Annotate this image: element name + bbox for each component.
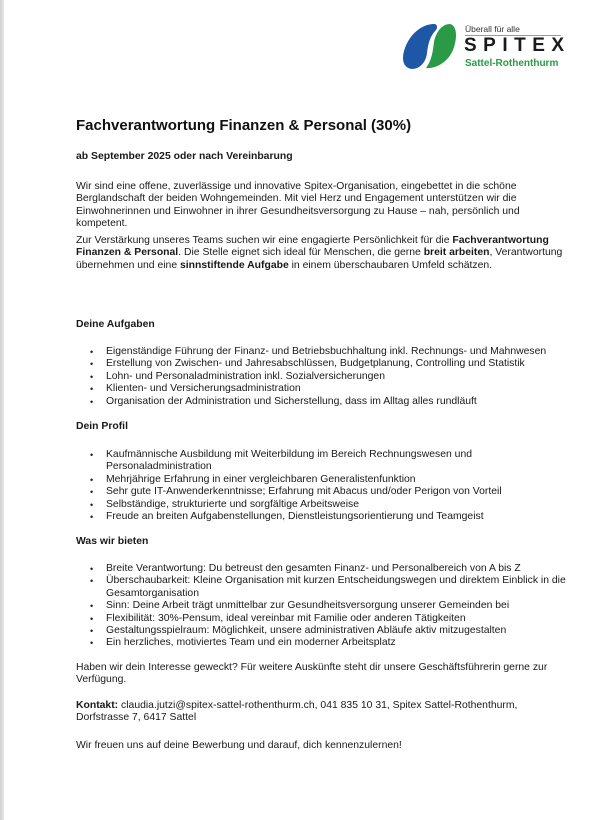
text: Zur Verstärkung unseres Teams suchen wir eine engagierte Persönlichkeit für die [76, 235, 453, 246]
list-item: • Kaufmännische Ausbildung mit Weiterbildung im Bereich Rechnungswesen und Personaladministration [76, 449, 566, 474]
heading-profil: Dein Profil [76, 421, 128, 432]
contact-label: Kontakt: [76, 700, 119, 711]
list-item: • Freude an breiten Aufgabenstellungen, Dienstleistungsorientierung und Teamgeist [76, 511, 566, 523]
contact-details: , 041 835 10 31, Spitex Sattel-Rothenthurm, Dorfstrasse 7, 6417 Sattel [76, 700, 518, 724]
page-title: Fachverantwortung Finanzen & Personal (30%) [76, 117, 412, 134]
bold-text: breit arbeiten [423, 247, 490, 259]
text: . Die Stelle eignet sich ideal für Menschen, die gerne [178, 247, 424, 259]
heading-bieten: Was wir bieten [76, 536, 149, 547]
profil-list [76, 449, 566, 523]
list-item: • Sehr gute IT-Anwenderkenntnisse; Erfahrung mit Abacus und/oder Perigon von Vorteil [76, 486, 566, 498]
bieten-list [76, 563, 566, 650]
list-item: • Selbständige, strukturierte und sorgfältige Arbeitsweise [76, 499, 566, 511]
list-item: • Sinn: Deine Arbeit trägt unmittelbar zur Gesundheitsversorgung unserer Gemeinden bei [76, 600, 566, 612]
logo-tagline: Überall für alle [465, 24, 561, 36]
closing-text: Wir freuen uns auf deine Bewerbung und darauf, dich kennenzulernen! [76, 740, 402, 751]
bold-text: sinnstiftende Aufgabe [180, 259, 289, 271]
list-item: • Mehrjährige Erfahrung in einer vergleichbaren Generalistenfunktion [76, 474, 566, 486]
list-item: • Organisation der Administration und Sicherstellung, dass im Alltag alles rundläuft [76, 396, 566, 408]
page-edge-shadow [0, 0, 4, 820]
list-item: • Lohn- und Personaladministration inkl. Sozialversicherungen [76, 371, 566, 383]
intro-paragraph: Wir sind eine offene, zuverlässige und innovative Spitex-Organisation, eingebettet in die schöne Berglandschaft der beiden Wohngemeinden. Mit viel Herz und Engagement unterstützen wir die Einwohnerinnen und Einwohner in ihrer Gesundheitsversorgung zu Hause – nah, persönlich und kompetent. [76, 181, 520, 230]
list-item: • Klienten- und Versicherungsadministration [76, 383, 566, 395]
spitex-logo [400, 22, 570, 72]
interest-paragraph: Haben wir dein Interesse geweckt? Für weitere Auskünfte steht dir unsere Geschäftsführerin gerne zur Verfügung. [76, 662, 548, 686]
aufgaben-list [76, 346, 566, 408]
logo-location: Sattel-Rothenthurm [465, 58, 559, 69]
list-item: • Flexibilität: 30%-Pensum, ideal vereinbar mit Familie oder anderen Tätigkeiten [76, 613, 566, 625]
list-item: • Ein herzliches, motiviertes Team und ein moderner Arbeitsplatz [76, 637, 566, 649]
heading-aufgaben: Deine Aufgaben [76, 319, 155, 330]
list-item: • Überschaubarkeit: Kleine Organisation mit kurzen Entscheidungswegen und direktem Einblick in die Gesamtorganisation [76, 575, 566, 600]
spitex-swoosh-icon [400, 22, 462, 72]
bold-text: Fachverantwortung Finanzen & Personal [76, 235, 549, 259]
contact-paragraph [76, 700, 566, 725]
contact-email-link[interactable]: claudia.jutzi@spitex-sattel-rothenthurm.ch [121, 700, 315, 711]
start-date: ab September 2025 oder nach Vereinbarung [76, 151, 293, 162]
list-item: • Breite Verantwortung: Du betreust den gesamten Finanz- und Personalbereich von A bis Z [76, 563, 566, 575]
list-item: • Gestaltungsspielraum: Möglichkeit, unsere administrativen Abläufe aktiv mitzugestalten [76, 625, 566, 637]
list-item: • Erstellung von Zwischen- und Jahresabschlüssen, Budgetplanung, Controlling und Statistik [76, 358, 566, 370]
list-item: • Eigenständige Führung der Finanz- und Betriebsbuchhaltung inkl. Rechnungs- und Mahnwesen [76, 346, 566, 358]
text: in einem überschaubaren Umfeld schätzen. [288, 259, 493, 271]
search-paragraph [76, 235, 566, 272]
text: , Verantwortung übernehmen und eine [76, 247, 563, 271]
logo-brand: SPITEX [464, 35, 571, 56]
